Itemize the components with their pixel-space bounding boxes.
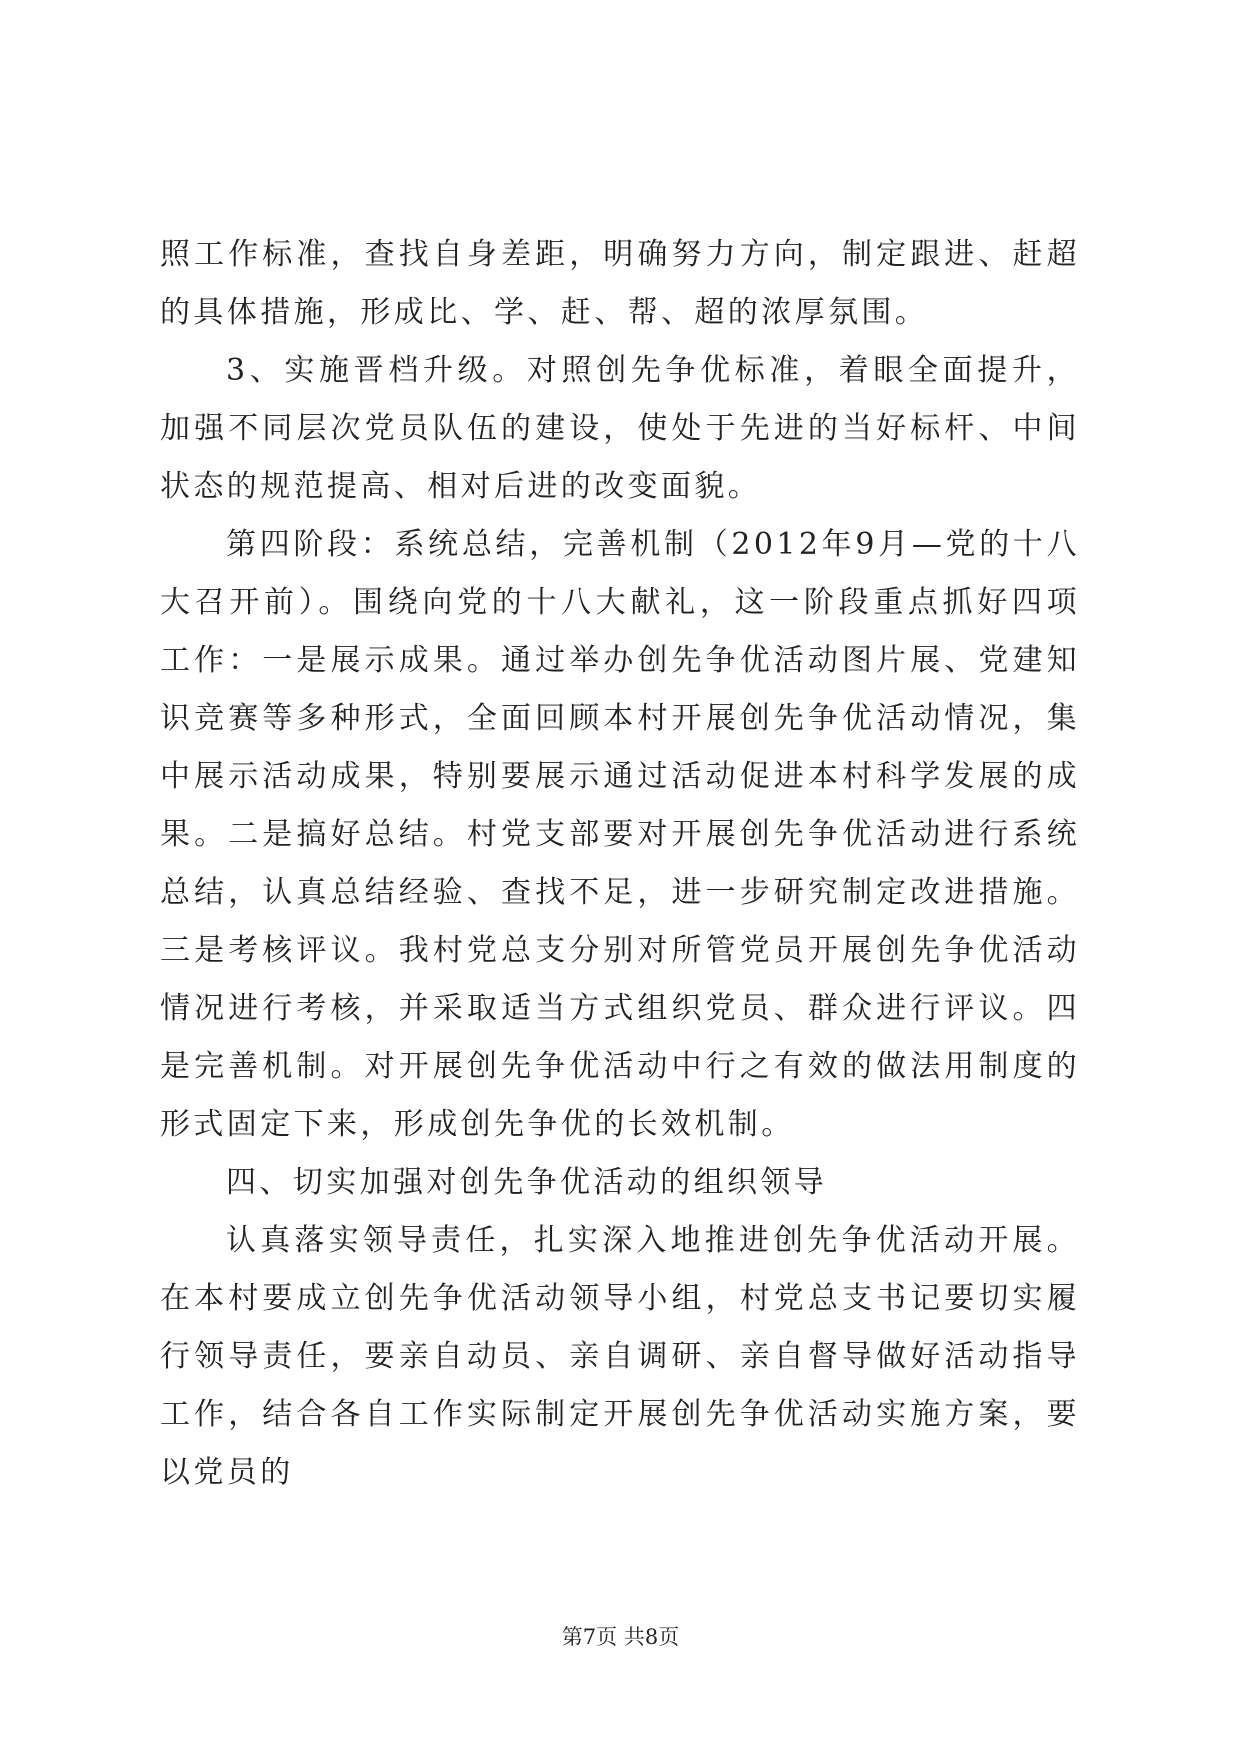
paragraph-continuation: 照工作标准，查找自身差距，明确努力方向，制定跟进、赶超的具体措施，形成比、学、赶、帮、超的浓厚氛围。	[160, 237, 1080, 330]
document-body	[160, 226, 1080, 1502]
page-number-footer: 第7页 共8页	[561, 1625, 680, 1649]
section-heading-four: 四、切实加强对创先争优活动的组织领导	[226, 1165, 828, 1200]
paragraph-item-3: 3、实施晋档升级。对照创先争优标准，着眼全面提升，加强不同层次党员队伍的建设，使处于先进的当好标杆、中间状态的规范提高、相对后进的改变面貌。	[160, 353, 1080, 504]
paragraph-stage-four: 第四阶段：系统总结，完善机制（2012年9月—党的十八大召开前）。围绕向党的十八大献礼，这一阶段重点抓好四项工作：一是展示成果。通过举办创先争优活动图片展、党建知识竞赛等多种形式，全面回顾本村开展创先争优活动情况，集中展示活动成果，特别要展示通过活动促进本村科学发展的成果。二是搞好总结。村党支部要对开展创先争优活动进行系统总结，认真总结经验、查找不足，进一步研究制定改进措施。三是考核评议。我村党总支分别对所管党员开展创先争优活动情况进行考核，并采取适当方式组织党员、群众进行评议。四是完善机制。对开展创先争优活动中行之有效的做法用制度的形式固定下来，形成创先争优的长效机制。	[160, 527, 1080, 1142]
paragraph-leadership: 认真落实领导责任，扎实深入地推进创先争优活动开展。在本村要成立创先争优活动领导小组，村党总支书记要切实履行领导责任，要亲自动员、亲自调研、亲自督导做好活动指导工作，结合各自工作实际制定开展创先争优活动实施方案，要以党员的	[160, 1223, 1080, 1490]
